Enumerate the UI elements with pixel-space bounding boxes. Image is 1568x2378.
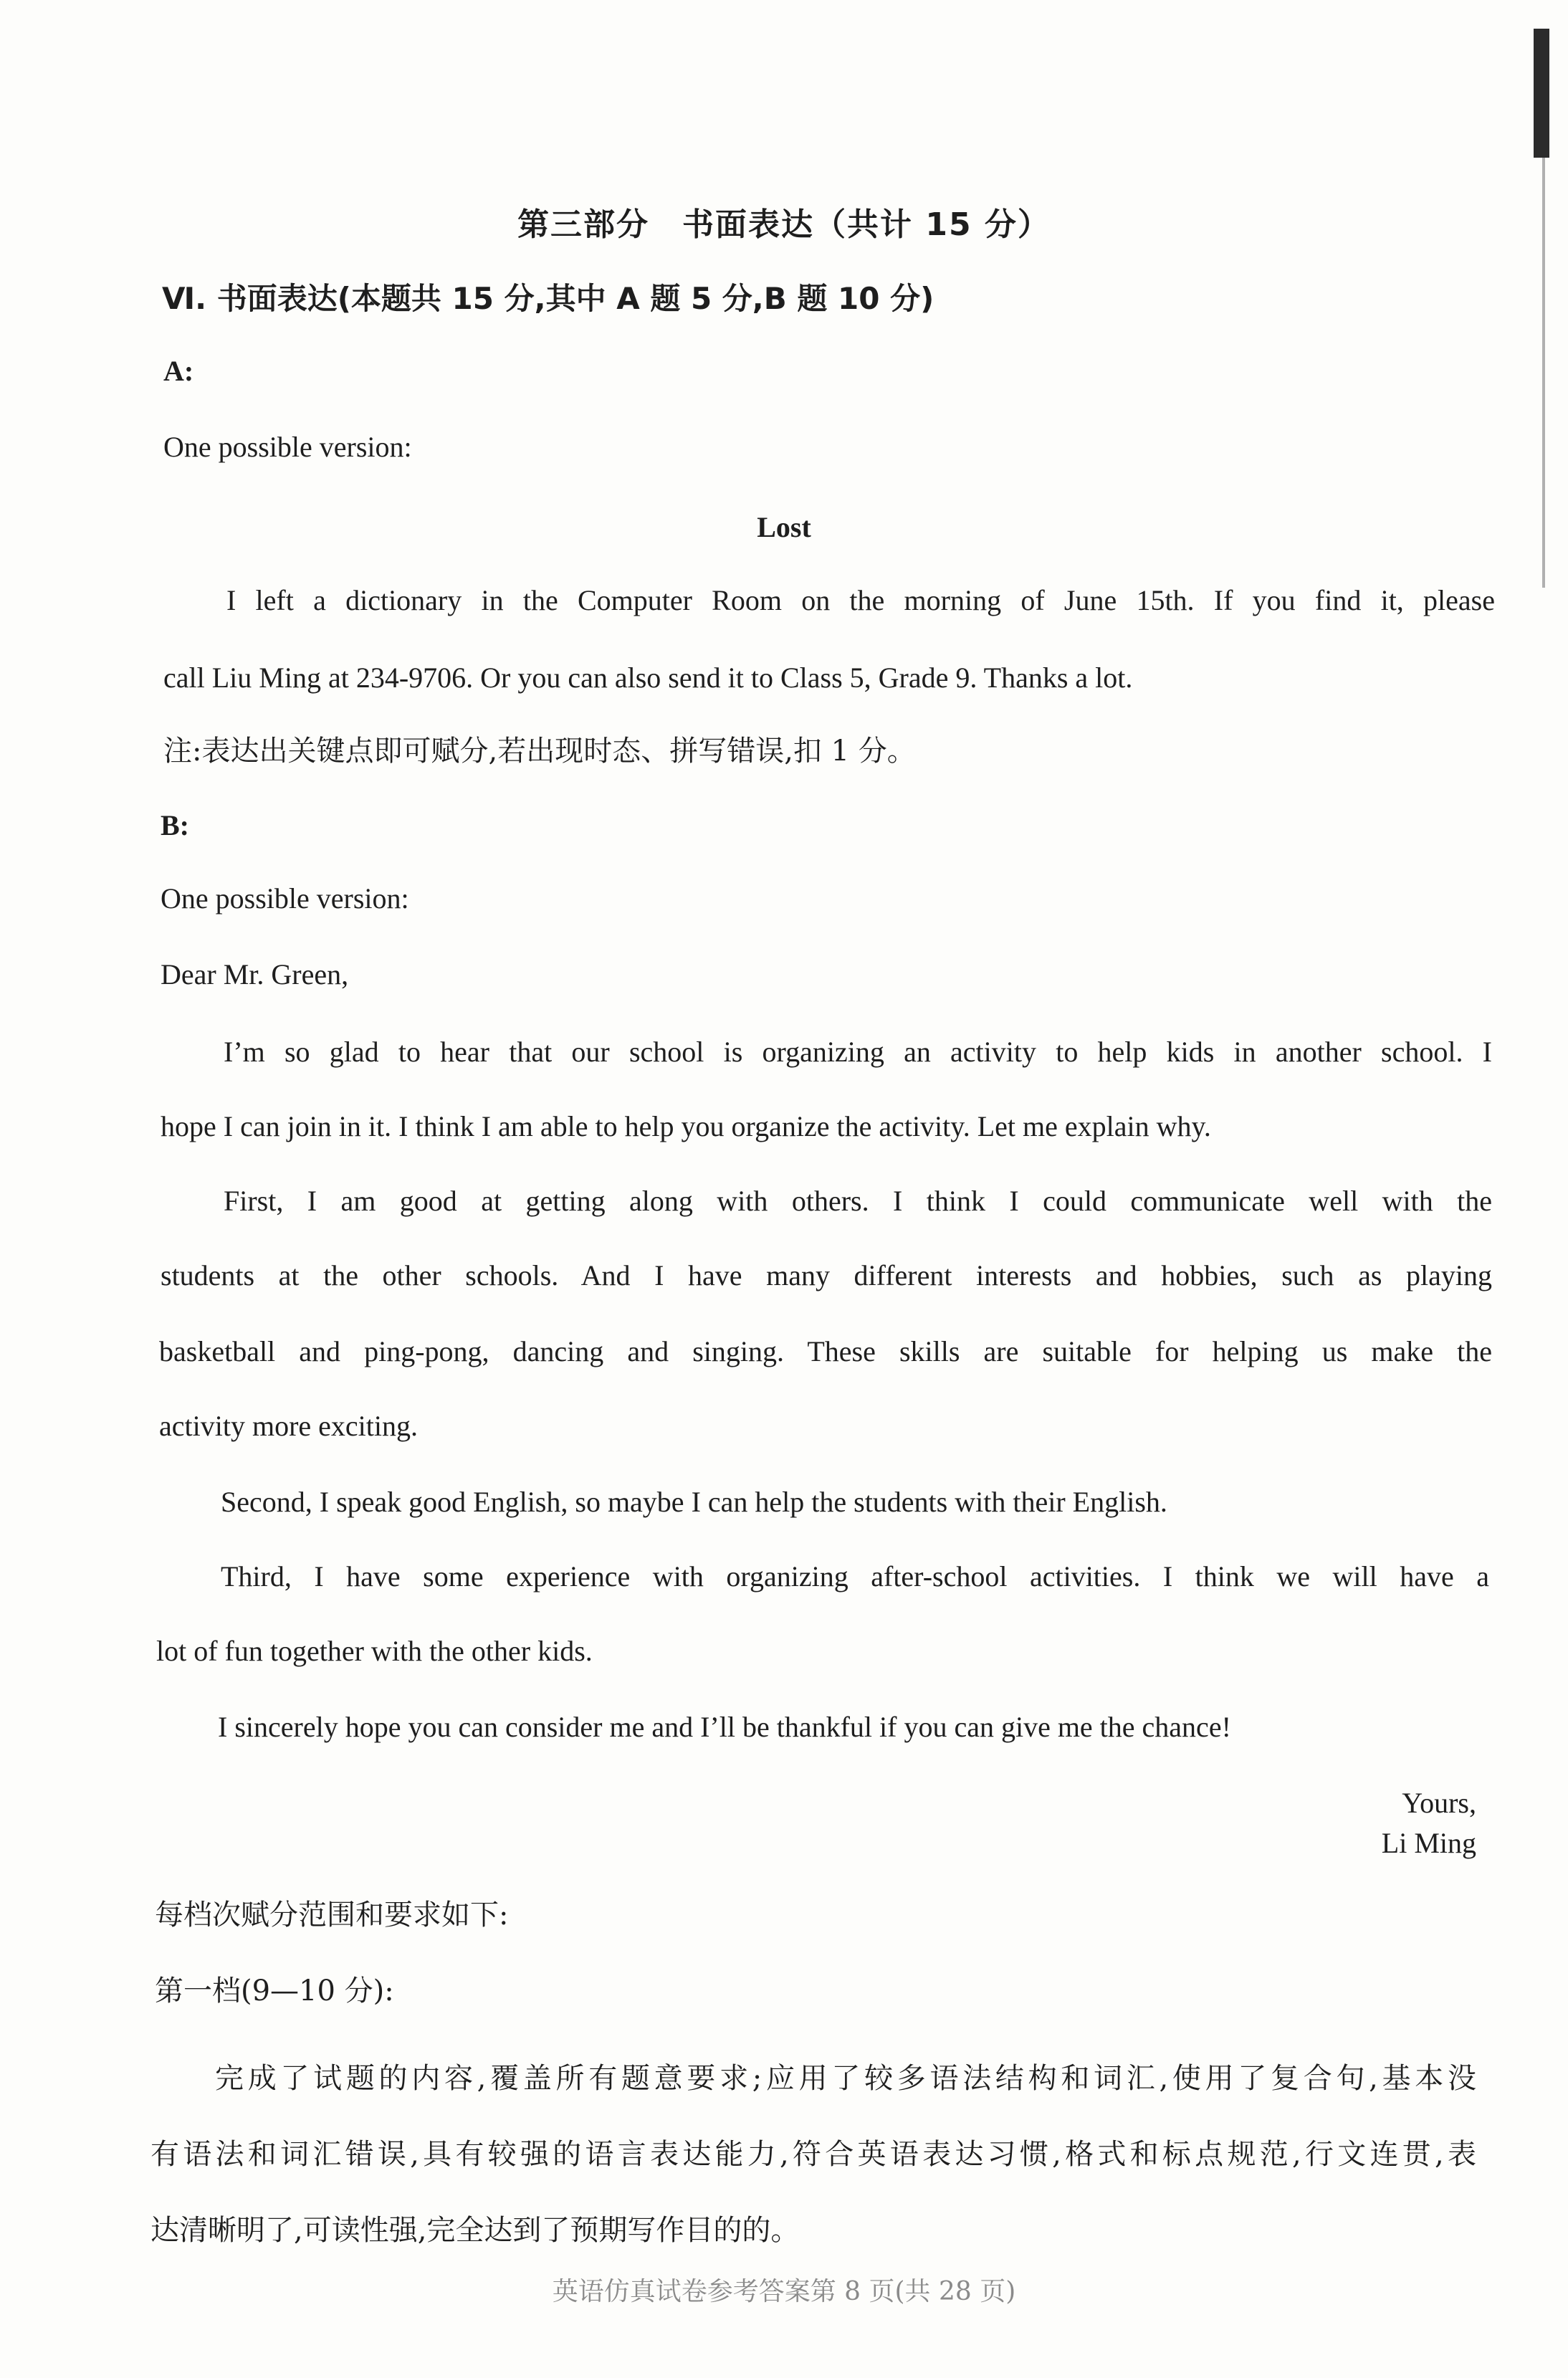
scoring-level-line: 有语法和词汇错误,具有较强的语言表达能力,符合英语表达习惯,格式和标点规范,行文连贯,表: [150, 2138, 1476, 2171]
letter-line: basketball and ping-pong, dancing and singing. These skills are suitable for helping us make the: [159, 1335, 1492, 1367]
scoring-heading: 每档次赋分范围和要求如下:: [155, 1899, 509, 1931]
letter-line: I sincerely hope you can consider me and I’ll be thankful if you can give me the chance!: [218, 1711, 1231, 1743]
scan-edge-mark: [1534, 29, 1549, 158]
letter-line: activity more exciting.: [159, 1410, 418, 1442]
letter-line: Third, I have some experience with organizing after-school activities. I think we will have a: [221, 1560, 1489, 1593]
part-b-label: B:: [161, 809, 189, 841]
part-a-intro: One possible version:: [163, 431, 412, 463]
part-title: 第三部分 书面表达（共计 15 分）: [517, 206, 1051, 243]
letter-signature: Li Ming: [1381, 1827, 1476, 1859]
letter-line: Second, I speak good English, so maybe I can help the students with their English.: [221, 1486, 1167, 1518]
essay-title: Lost: [757, 511, 811, 543]
part-a-para-line: I left a dictionary in the Computer Room on the morning of June 15th. If you find it, please: [226, 584, 1495, 616]
letter-line: hope I can join in it. I think I am able to help you organize the activity. Let me explain why.: [161, 1110, 1211, 1142]
letter-line: lot of fun together with the other kids.: [156, 1635, 593, 1667]
part-a-para-line: call Liu Ming at 234-9706. Or you can also send it to Class 5, Grade 9. Thanks a lot.: [163, 662, 1133, 694]
page-footer: 英语仿真试卷参考答案第 8 页(共 28 页): [552, 2277, 1016, 2306]
letter-closing: Yours,: [1402, 1787, 1476, 1819]
scoring-level-line: 完成了试题的内容,覆盖所有题意要求;应用了较多语法结构和词汇,使用了复合句,基本没: [215, 2062, 1476, 2095]
part-b-intro: One possible version:: [161, 882, 409, 915]
letter-salutation: Dear Mr. Green,: [161, 958, 349, 990]
letter-line: students at the other schools. And I have many different interests and hobbies, such as playing: [161, 1259, 1492, 1291]
section-title: Ⅵ. 书面表达(本题共 15 分,其中 A 题 5 分,B 题 10 分): [162, 281, 934, 316]
scoring-level-line: 达清晰明了,可读性强,完全达到了预期写作目的的。: [150, 2214, 800, 2247]
letter-line: First, I am good at getting along with others. I think I could communicate well with the: [224, 1185, 1492, 1217]
part-a-note: 注:表达出关键点即可赋分,若出现时态、拼写错误,扣 1 分。: [163, 735, 916, 768]
scoring-level-label: 第一档(9—10 分):: [155, 1974, 394, 2007]
part-a-label: A:: [163, 355, 194, 387]
letter-line: I’m so glad to hear that our school is organizing an activity to help kids in another school. I: [224, 1036, 1492, 1068]
